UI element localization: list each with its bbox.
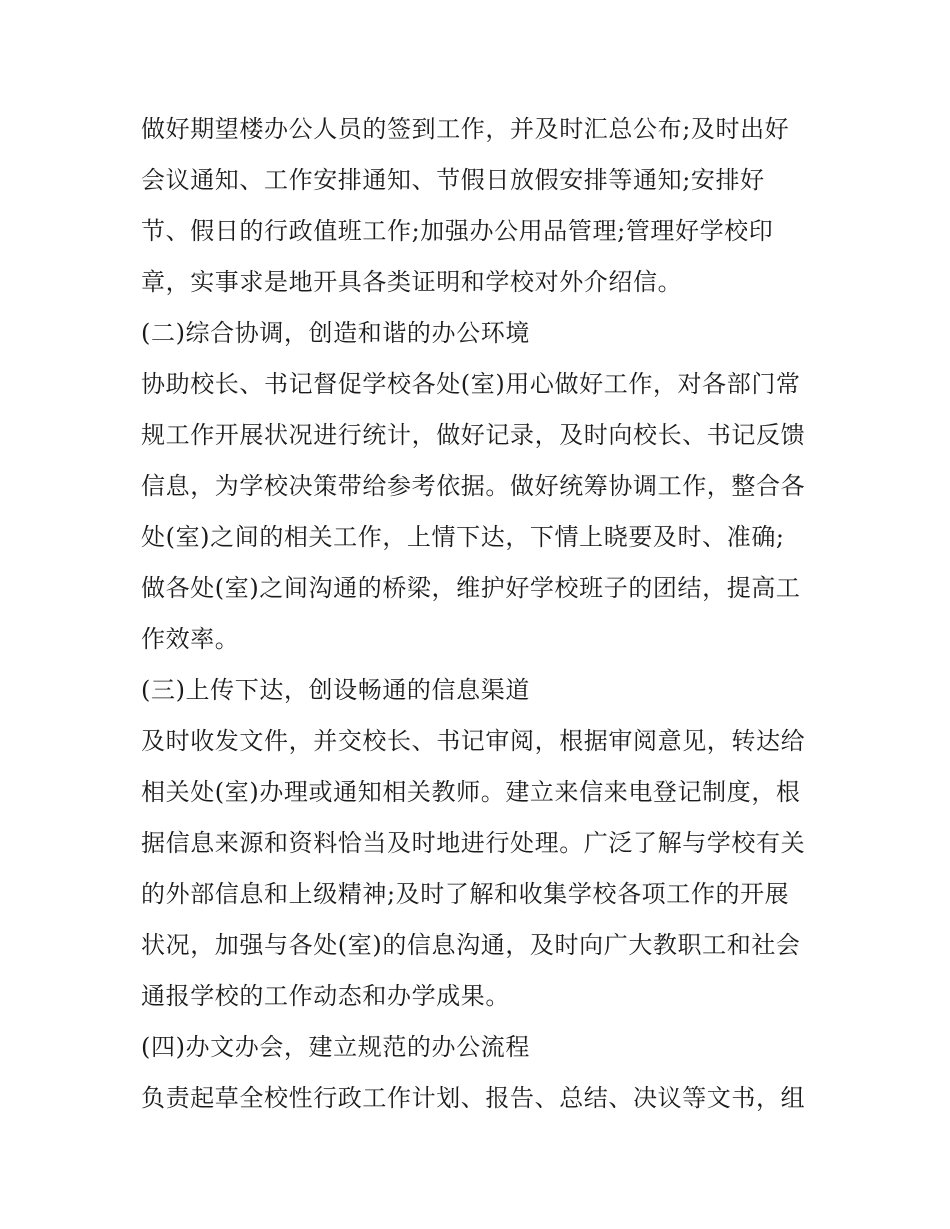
body-text-line: 节、假日的行政值班工作;加强办公用品管理;管理好学校印 [141,217,774,245]
body-text-line: 状况，加强与各处(室)的信息沟通，及时向广大教职工和社会 [141,931,801,959]
body-text-line: 及时收发文件，并交校长、书记审阅，根据审阅意见，转达给 [141,727,806,755]
body-text-line: 据信息来源和资料恰当及时地进行处理。广泛了解与学校有关 [141,829,806,857]
body-text-line: 章，实事求是地开具各类证明和学校对外介绍信。 [141,268,683,296]
body-text-line: 相关处(室)办理或通知相关教师。建立来信来电登记制度，根 [141,778,801,806]
body-text-line: 的外部信息和上级精神;及时了解和收集学校各项工作的开展 [141,880,790,908]
body-text-line: 作效率。 [141,625,240,653]
body-text-line: 做好期望楼办公人员的签到工作，并及时汇总公布;及时出好 [141,115,790,143]
section-heading: (三)上传下达，创设畅通的信息渠道 [141,676,530,704]
body-text-line: 协助校长、书记督促学校各处(室)用心做好工作，对各部门常 [141,370,801,398]
body-text-line: 处(室)之间的相关工作，上情下达，下情上晓要及时、准确; [141,523,785,551]
body-text-line: 信息，为学校决策带给参考依据。做好统筹协调工作，整合各 [141,472,806,500]
body-text-line: 负责起草全校性行政工作计划、报告、总结、决议等文书，组 [141,1084,806,1112]
section-heading: (四)办文办会，建立规范的办公流程 [141,1033,530,1061]
body-text-line: 做各处(室)之间沟通的桥梁，维护好学校班子的团结，提高工 [141,574,801,602]
body-text-line: 通报学校的工作动态和办学成果。 [141,982,510,1010]
body-text-line: 会议通知、工作安排通知、节假日放假安排等通知;安排好 [141,166,765,194]
body-text-line: 规工作开展状况进行统计，做好记录，及时向校长、书记反馈 [141,421,806,449]
section-heading: (二)综合协调，创造和谐的办公环境 [141,319,530,347]
